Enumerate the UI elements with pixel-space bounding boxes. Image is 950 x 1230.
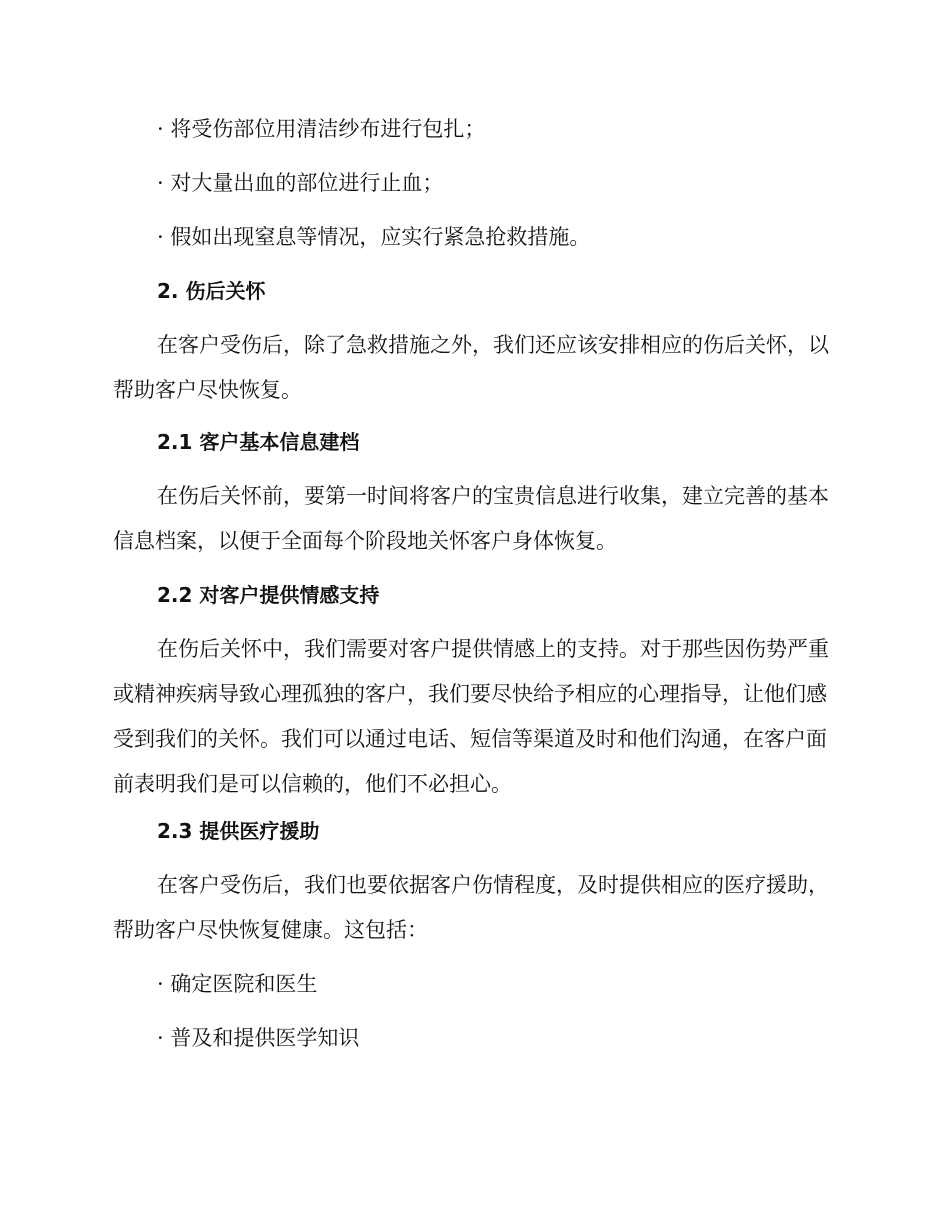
section-heading-2-2: 2.2 对客户提供情感支持 (157, 583, 380, 607)
list-item: · 对大量出血的部位进行止血； (157, 171, 444, 195)
list-item: · 普及和提供医学知识 (157, 1026, 360, 1050)
section-heading-2-1: 2.1 客户基本信息建档 (157, 430, 360, 454)
list-item: · 将受伤部位用清洁纱布进行包扎； (157, 117, 486, 141)
list-item: · 假如出现窒息等情况，应实行紧急抢救措施。 (157, 225, 591, 249)
section-heading-2: 2. 伤后关怀 (157, 279, 266, 303)
section-paragraph-2-2: 在伤后关怀中，我们需要对客户提供情感上的支持。对于那些因伤势严重或精神疾病导致心理孤独的客户，我们要尽快给予相应的心理指导，让他们感受到我们的关怀。我们可以通过电话、短信等渠道及时和他们沟通，在客户面前表明我们是可以信赖的，他们不必担心。 (113, 637, 829, 796)
section-paragraph-2: 在客户受伤后，除了急救措施之外，我们还应该安排相应的伤后关怀，以帮助客户尽快恢复。 (113, 333, 829, 402)
list-item: · 确定医院和医生 (157, 972, 318, 996)
section-paragraph-2-1: 在伤后关怀前，要第一时间将客户的宝贵信息进行收集，建立完善的基本信息档案，以便于全面每个阶段地关怀客户身体恢复。 (113, 484, 829, 553)
section-paragraph-2-3: 在客户受伤后，我们也要依据客户伤情程度，及时提供相应的医疗援助，帮助客户尽快恢复健康。这包括： (113, 873, 829, 942)
section-heading-2-3: 2.3 提供医疗援助 (157, 819, 320, 843)
